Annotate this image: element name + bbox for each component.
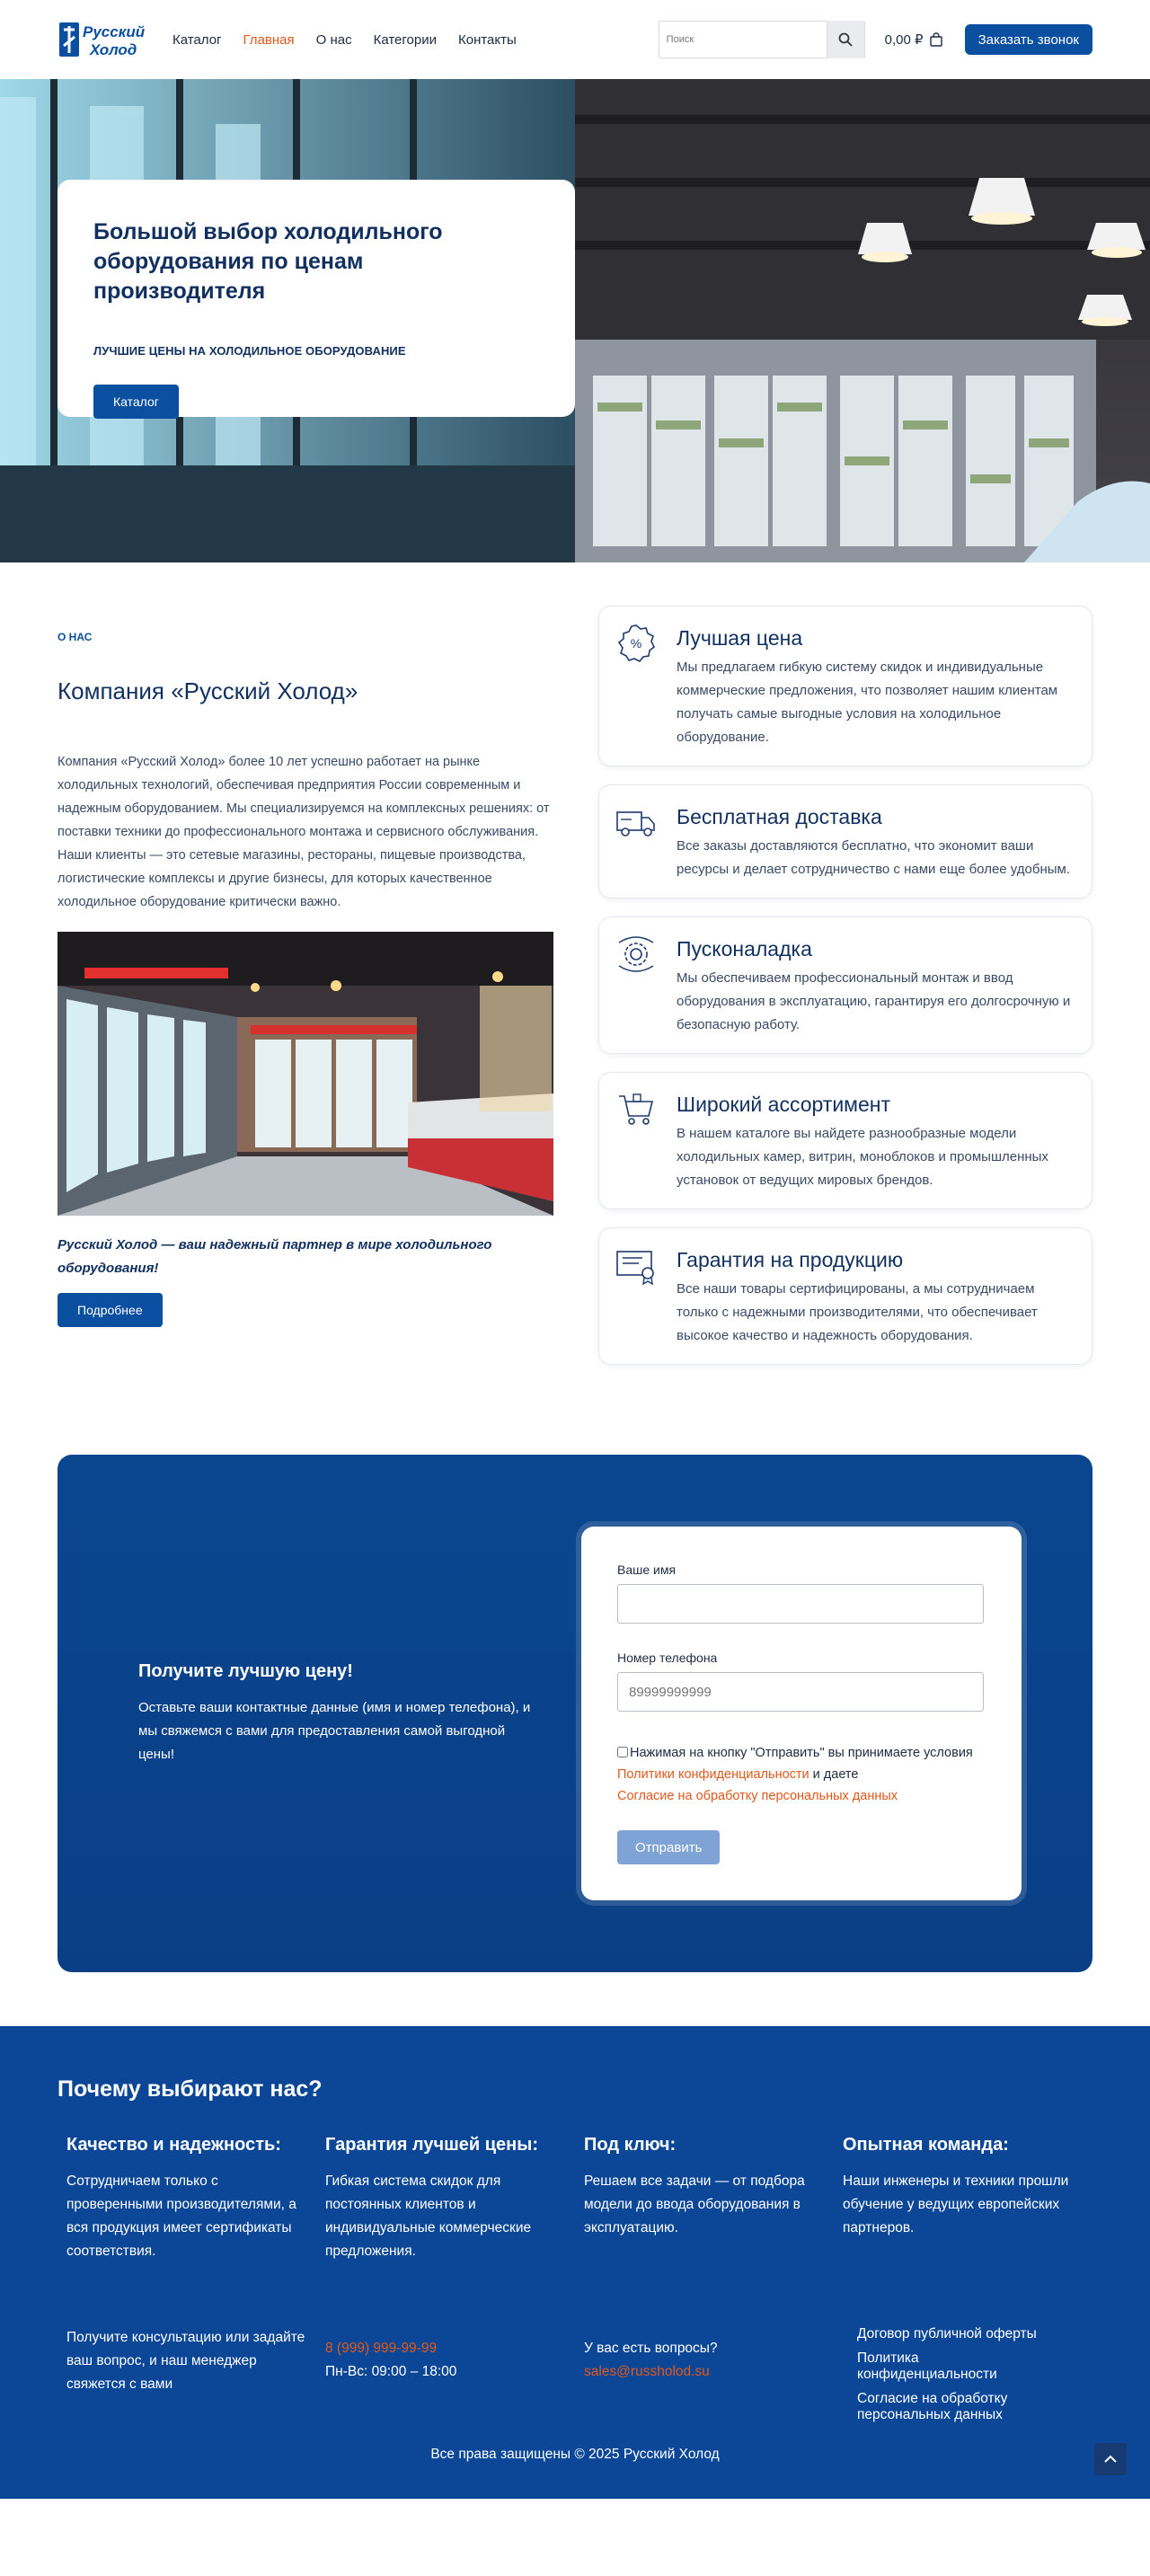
phone-input[interactable]	[617, 1672, 984, 1712]
consent-mid: и даете	[812, 1767, 859, 1782]
feature-card-free-delivery	[598, 784, 1092, 899]
gear-setup-icon	[615, 934, 657, 975]
about-title: Компания «Русский Холод»	[58, 677, 358, 704]
cart-total: 0,00 ₽	[884, 32, 924, 48]
feature-title: Гарантия на продукцию	[677, 1248, 904, 1271]
nav-home[interactable]: Главная	[243, 31, 295, 48]
nav-categories[interactable]: Категории	[373, 31, 437, 48]
nav-about[interactable]: О нас	[315, 31, 352, 48]
about-more-button[interactable]: Подробнее	[58, 1293, 163, 1327]
delivery-truck-icon	[615, 801, 657, 843]
copyright: Все права защищены © 2025 Русский Холод	[430, 2447, 720, 2462]
lead-intro	[138, 1661, 534, 1766]
nav-catalog[interactable]: Каталог	[172, 31, 222, 48]
privacy-policy-footer-link[interactable]: Политика конфиденциальности	[857, 2350, 997, 2382]
consent-prefix: Нажимая на кнопку "Отправить" вы принимаете условия	[630, 1746, 973, 1760]
header-actions	[659, 21, 1092, 58]
certificate-icon	[615, 1244, 657, 1286]
why-item-text: Решаем все задачи — от подбора модели до ввода оборудования в эксплуатацию.	[584, 2173, 805, 2235]
about-label: О НАС	[58, 631, 93, 643]
about-caption: Русский Холод — ваш надежный партнер в мире холодильного оборудования!	[58, 1237, 492, 1276]
feature-title: Лучшая цена	[677, 626, 803, 650]
about-text: Компания «Русский Холод» более 10 лет успешно работает на рынке холодильных технологий, обеспечивая предприятия России современным и надежным оборудованием. Мы специализируемся на комплексных решениях: от поставки техники до профессионального монтажа и сервисного обслуживания. Наши клиенты — это сетевые магазины, рестораны, пищевые производства, логистические комплексы и другие бизнесы, для которых качественное холодильное оборудование критически важно.	[58, 755, 550, 909]
questions-text: У вас есть вопросы?	[584, 2341, 718, 2356]
about-content	[58, 606, 553, 1365]
why-item-title: Под ключ:	[584, 2135, 677, 2155]
why-us-list	[58, 2135, 1092, 2263]
why-item	[834, 2135, 1092, 2263]
logo-line1: Русский	[83, 23, 146, 40]
consent-block	[617, 1742, 986, 1807]
search-button[interactable]	[827, 21, 864, 58]
footer-title: Почему выбирают нас?	[58, 2076, 323, 2102]
shopping-cart-icon	[615, 1089, 657, 1130]
order-call-button[interactable]: Заказать звонок	[965, 24, 1092, 55]
search-box	[659, 21, 865, 58]
consent-checkbox[interactable]	[617, 1747, 628, 1757]
cart-button[interactable]	[885, 31, 943, 48]
email-block	[575, 2326, 834, 2431]
feature-text: В нашем каталоге вы найдете разнообразные модели холодильных камер, витрин, моноблоков и промышленных установок от ведущих мировых брендов.	[677, 1126, 1048, 1188]
why-item-text: Наши инженеры и техники прошли обучение у ведущих европейских партнеров.	[843, 2173, 1069, 2235]
why-item-title: Опытная команда:	[843, 2135, 1009, 2155]
hero-title: Большой выбор холодильного оборудования по ценам производителя	[93, 219, 443, 304]
store-interior-image	[58, 932, 553, 1216]
why-item-text: Гибкая система скидок для постоянных клиентов и индивидуальные коммерческие предложения.	[325, 2173, 532, 2259]
lead-form	[581, 1527, 1022, 1900]
consult-text: Получите консультацию или задайте ваш вопрос, и наш менеджер свяжется с вами	[66, 2330, 305, 2392]
site-logo[interactable]	[58, 19, 151, 60]
features-list	[598, 606, 1092, 1365]
personal-data-footer-link[interactable]: Согласие на обработку персональных данных	[857, 2391, 1008, 2422]
feature-title: Пусконаладка	[677, 937, 812, 960]
chevron-up-icon	[1104, 2455, 1117, 2464]
lead-text: Оставьте ваши контактные данные (имя и номер телефона), и мы свяжемся с вами для предоставления самой выгодной цены!	[138, 1699, 531, 1762]
lead-section	[58, 1455, 1092, 1972]
feature-card-best-price	[598, 606, 1092, 766]
about-section	[0, 562, 1150, 1365]
site-footer	[0, 2026, 1150, 2499]
why-item-text: Сотрудничаем только с проверенными производителями, а вся продукция имеет сертификаты соответствия.	[66, 2173, 296, 2259]
why-item-title: Качество и надежность:	[66, 2135, 281, 2155]
footer-contacts	[58, 2326, 1092, 2431]
feature-card-setup	[598, 916, 1092, 1054]
hero-subtitle: ЛУЧШИЕ ЦЕНЫ НА ХОЛОДИЛЬНОЕ ОБОРУДОВАНИЕ	[93, 344, 406, 358]
hero-card	[58, 180, 575, 417]
why-item	[316, 2135, 575, 2263]
feature-title: Широкий ассортимент	[677, 1093, 891, 1116]
work-hours: Пн-Вс: 09:00 – 18:00	[325, 2364, 457, 2379]
svg-text:%: %	[630, 636, 642, 651]
why-item	[58, 2135, 316, 2263]
hero-banner	[0, 79, 1150, 562]
email-link[interactable]: sales@russholod.su	[584, 2364, 710, 2379]
legal-links	[834, 2326, 1092, 2431]
search-input[interactable]	[659, 22, 827, 58]
feature-text: Мы обеспечиваем профессиональный монтаж и ввод оборудования в эксплуатацию, гарантируя его долгосрочную и безопасную работу.	[677, 970, 1071, 1032]
feature-title: Бесплатная доставка	[677, 805, 882, 828]
logo-line2: Холод	[90, 41, 137, 58]
why-item-title: Гарантия лучшей цены:	[325, 2135, 538, 2155]
why-item	[575, 2135, 834, 2263]
feature-text: Мы предлагаем гибкую систему скидок и индивидуальные коммерческие предложения, что позволяет нашим клиентам получать самые выгодные условия на холодильное оборудование.	[677, 659, 1058, 745]
search-icon	[838, 32, 853, 47]
feature-card-assortment	[598, 1072, 1092, 1209]
feature-card-warranty	[598, 1227, 1092, 1365]
personal-data-consent-link[interactable]: Согласие на обработку персональных данных	[617, 1789, 898, 1803]
site-header	[0, 0, 1150, 79]
public-offer-link[interactable]: Договор публичной оферты	[857, 2326, 1037, 2341]
hero-catalog-button[interactable]: Каталог	[93, 385, 179, 419]
phone-label: Номер телефона	[617, 1651, 718, 1665]
submit-button[interactable]: Отправить	[617, 1830, 720, 1864]
nav-contacts[interactable]: Контакты	[457, 31, 517, 48]
scroll-to-top-button[interactable]	[1094, 2443, 1127, 2475]
name-label: Ваше имя	[617, 1562, 677, 1577]
feature-text: Все заказы доставляются бесплатно, что экономит ваши ресурсы и делает сотрудничество с нами еще более удобным.	[677, 838, 1071, 877]
privacy-policy-link[interactable]: Политики конфиденциальности	[617, 1767, 809, 1782]
phone-link[interactable]: 8 (999) 999-99-99	[325, 2341, 438, 2356]
main-nav	[172, 32, 517, 48]
feature-text: Все наши товары сертифицированы, а мы сотрудничаем только с надежными производителями, что обеспечивает высокое качество и надежность оборудования.	[677, 1281, 1038, 1343]
lead-title: Получите лучшую цену!	[138, 1660, 353, 1681]
percent-badge-icon	[615, 623, 657, 664]
shopping-bag-icon	[929, 32, 943, 47]
phone-block	[316, 2326, 575, 2431]
name-input[interactable]	[617, 1584, 984, 1624]
